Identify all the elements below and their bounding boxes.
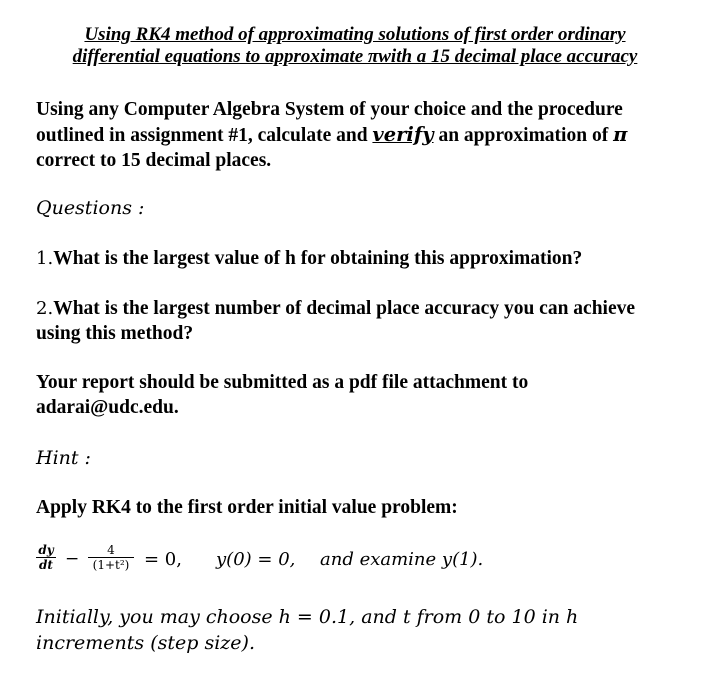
verify-word: verify: [372, 123, 434, 146]
intro-line-3: correct to 15 decimal places.: [36, 150, 272, 171]
report-email: adarai@udc.edu.: [36, 397, 179, 418]
report-line-1: Your report should be submitted as a pdf file attachment to: [36, 372, 529, 393]
initial-settings: [36, 604, 696, 656]
dy-numerator: dy: [38, 543, 54, 557]
intro-line-2-end: an approximation of: [433, 125, 614, 146]
equals-zero: = 0,: [144, 549, 182, 570]
question-1-number: 1.: [36, 248, 54, 269]
intro-paragraph: [36, 97, 696, 173]
examine-y1: and examine y(1).: [320, 549, 484, 570]
intro-line-2: [36, 122, 696, 148]
pi-symbol: π: [613, 123, 628, 146]
four-numerator: 4: [107, 543, 115, 557]
intro-line-2-start: outlined in assignment #1, calculate and: [36, 125, 373, 146]
initially-line-2: increments (step size).: [36, 632, 255, 654]
minus-sign: −: [65, 549, 80, 569]
apply-instruction: Apply RK4 to the first order initial value problem:: [36, 497, 458, 518]
initial-condition: y(0) = 0,: [216, 549, 296, 570]
questions-heading: Questions :: [36, 197, 145, 219]
dy-dt-fraction: [36, 544, 56, 571]
intro-line-1: Using any Computer Algebra System of your choice and the procedure: [36, 99, 623, 120]
document-title: [20, 24, 690, 68]
one-plus-t-squared: (1+t²): [92, 558, 130, 572]
four-over-fraction: [88, 544, 134, 571]
question-2: [36, 296, 696, 346]
question-2-line-1: What is the largest number of decimal place accuracy you can achieve: [53, 298, 636, 319]
dt-denominator: dt: [39, 558, 53, 572]
question-2-line-2: using this method?: [36, 323, 194, 344]
title-line-2: differential equations to approximate πwith a 15 decimal place accuracy: [72, 46, 638, 67]
question-1: [36, 246, 696, 271]
question-1-text: What is the largest value of h for obtaining this approximation?: [53, 248, 583, 269]
question-2-number: 2.: [36, 298, 54, 319]
initially-line-1: Initially, you may choose h = 0.1, and t from 0 to 10 in h: [36, 606, 579, 628]
report-instructions: [36, 370, 696, 420]
ode-equation: [36, 542, 696, 582]
hint-heading: Hint :: [36, 447, 91, 469]
title-line-1: Using RK4 method of approximating solutions of first order ordinary: [84, 24, 626, 45]
